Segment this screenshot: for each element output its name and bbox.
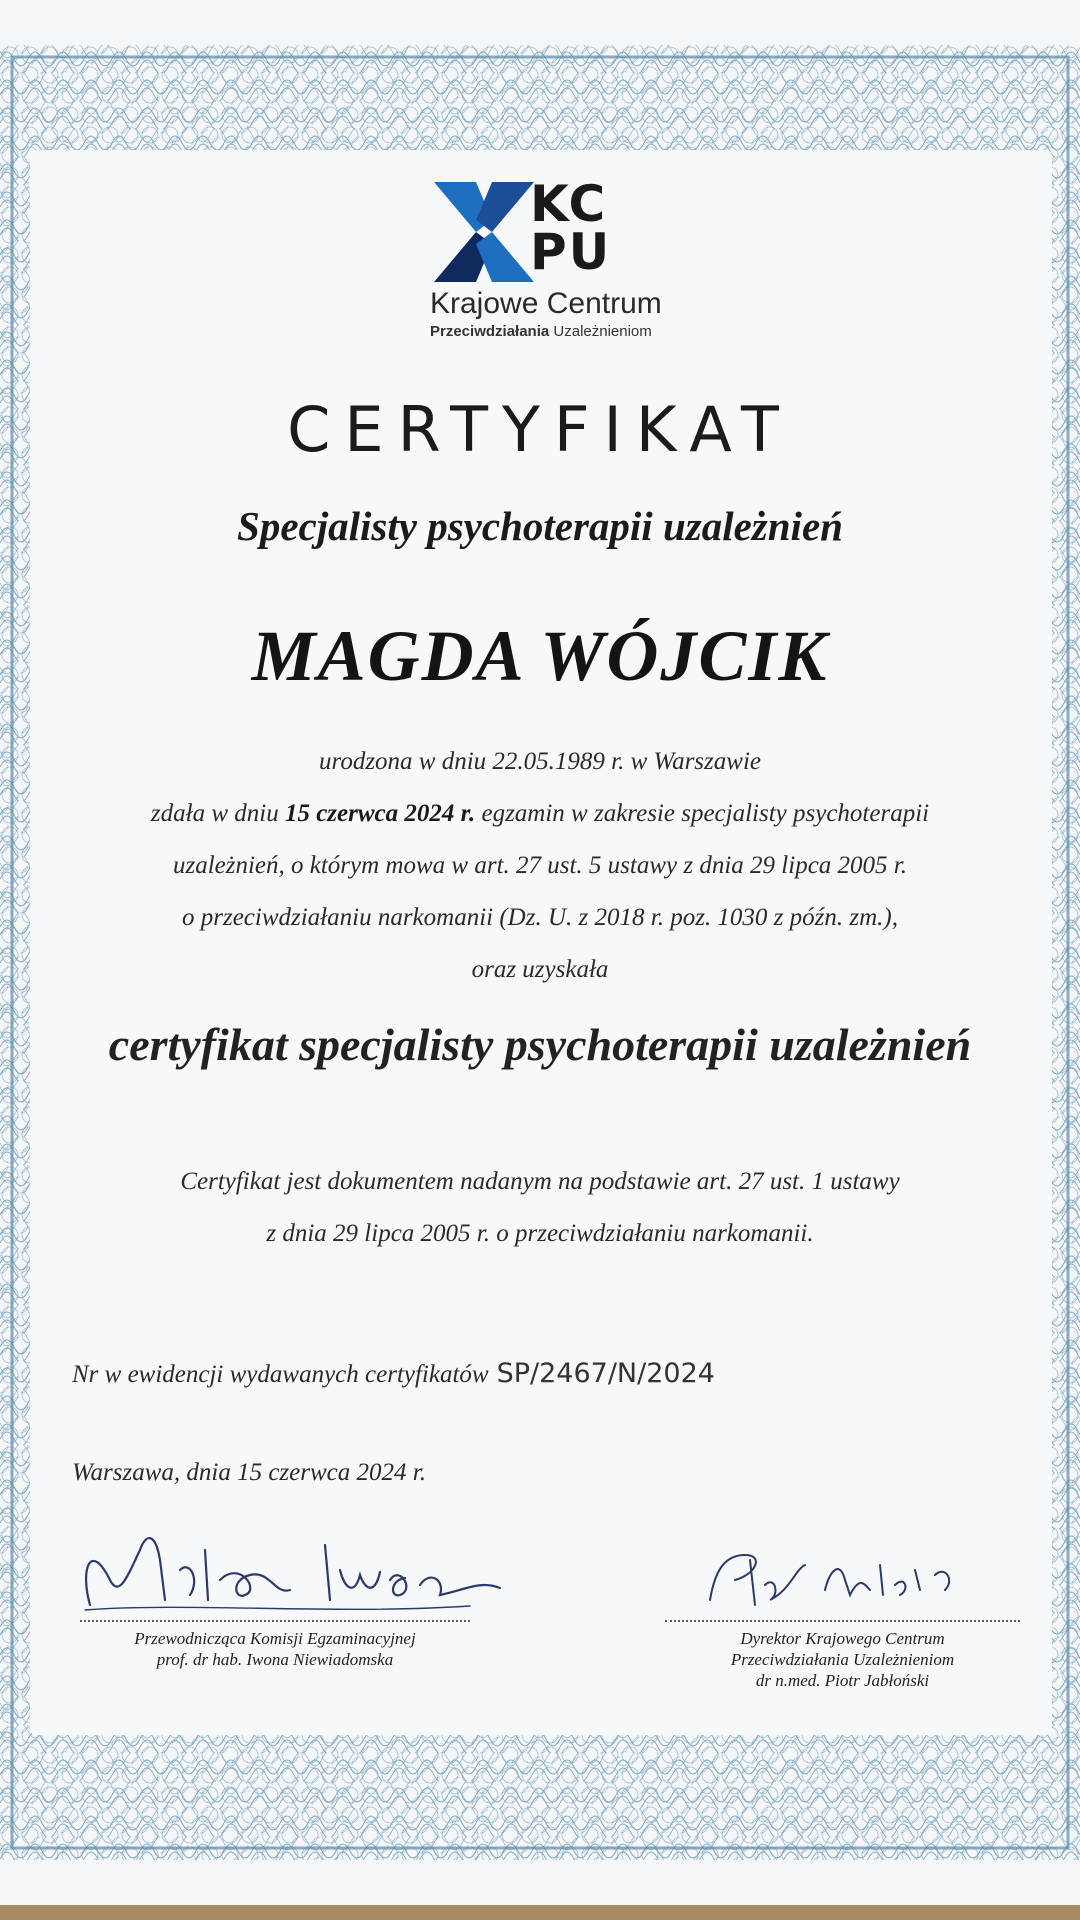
- basis-line-1: Certyfikat jest dokumentem nadanym na podstawie art. 27 ust. 1 ustawy: [180, 1168, 900, 1195]
- signature-right-name: dr n.med. Piotr Jabłoński: [755, 1671, 930, 1690]
- signature-right-block: [655, 1530, 1030, 1690]
- holder-name: MAGDA WÓJCIK: [251, 616, 829, 696]
- logo-letters-bottom: PU: [530, 223, 612, 281]
- obtained-line: oraz uzyskała: [471, 956, 609, 983]
- registry-label: Nr w ewidencji wydawanych certyfikatów: [72, 1361, 489, 1388]
- law-line-2: o przeciwdziałaniu narkomanii (Dz. U. z 2018 r. poz. 1030 z późn. zm.),: [181, 904, 898, 931]
- birth-line: urodzona w dniu 22.05.1989 r. w Warszawie: [319, 748, 761, 775]
- registry-number: SP/2467/N/2024: [496, 1358, 715, 1389]
- basis-line-2: z dnia 29 lipca 2005 r. o przeciwdziałaniu narkomanii.: [266, 1220, 814, 1247]
- signature-left-role: Przewodnicząca Komisji Egzaminacyjnej: [134, 1629, 416, 1648]
- exam-date: 15 czerwca 2024 r.: [284, 800, 476, 827]
- handwritten-signature-right: [655, 1530, 1030, 1620]
- signature-left-block: [70, 1510, 510, 1690]
- logo-letters-top: KC: [530, 175, 608, 233]
- signature-caption-left: [70, 1628, 480, 1670]
- exam-suffix: egzamin w zakresie specjalisty psychoterapii: [475, 800, 930, 827]
- handwritten-signature-left: [70, 1510, 510, 1620]
- kcpu-emblem-icon: [434, 182, 534, 282]
- certificate-subtitle: Specjalisty psychoterapii uzależnień: [237, 503, 843, 549]
- exam-line: [0, 800, 1080, 828]
- exam-prefix: zdała w dniu: [150, 800, 285, 827]
- law-line-1: uzależnień, o którym mowa w art. 27 ust. 5 ustawy z dnia 29 lipca 2005 r.: [172, 852, 908, 879]
- logo-acronym: [530, 175, 612, 281]
- place-date: Warszawa, dnia 15 czerwca 2024 r.: [72, 1459, 426, 1486]
- signature-right-role-2: Przeciwdziałania Uzależnieniom: [730, 1650, 955, 1669]
- signature-right-role-1: Dyrektor Krajowego Centrum: [740, 1629, 945, 1648]
- registry-line: [72, 1358, 715, 1389]
- logo-sub-regular: Uzależnieniom: [553, 323, 652, 340]
- award-title: certyfikat specjalisty psychoterapii uzależnień: [108, 1019, 972, 1070]
- signature-line-left: [80, 1620, 470, 1622]
- logo-sub-bold: Przeciwdziałania: [430, 323, 550, 340]
- logo-name: Krajowe Centrum: [430, 287, 662, 320]
- kcpu-logo: [420, 175, 680, 355]
- signature-left-name: prof. dr hab. Iwona Niewiadomska: [156, 1650, 394, 1669]
- signature-line-right: [665, 1620, 1020, 1622]
- logo-subtitle: [430, 323, 680, 340]
- signature-caption-right: [655, 1628, 1030, 1691]
- certificate-title: CERTYFIKAT: [287, 393, 793, 466]
